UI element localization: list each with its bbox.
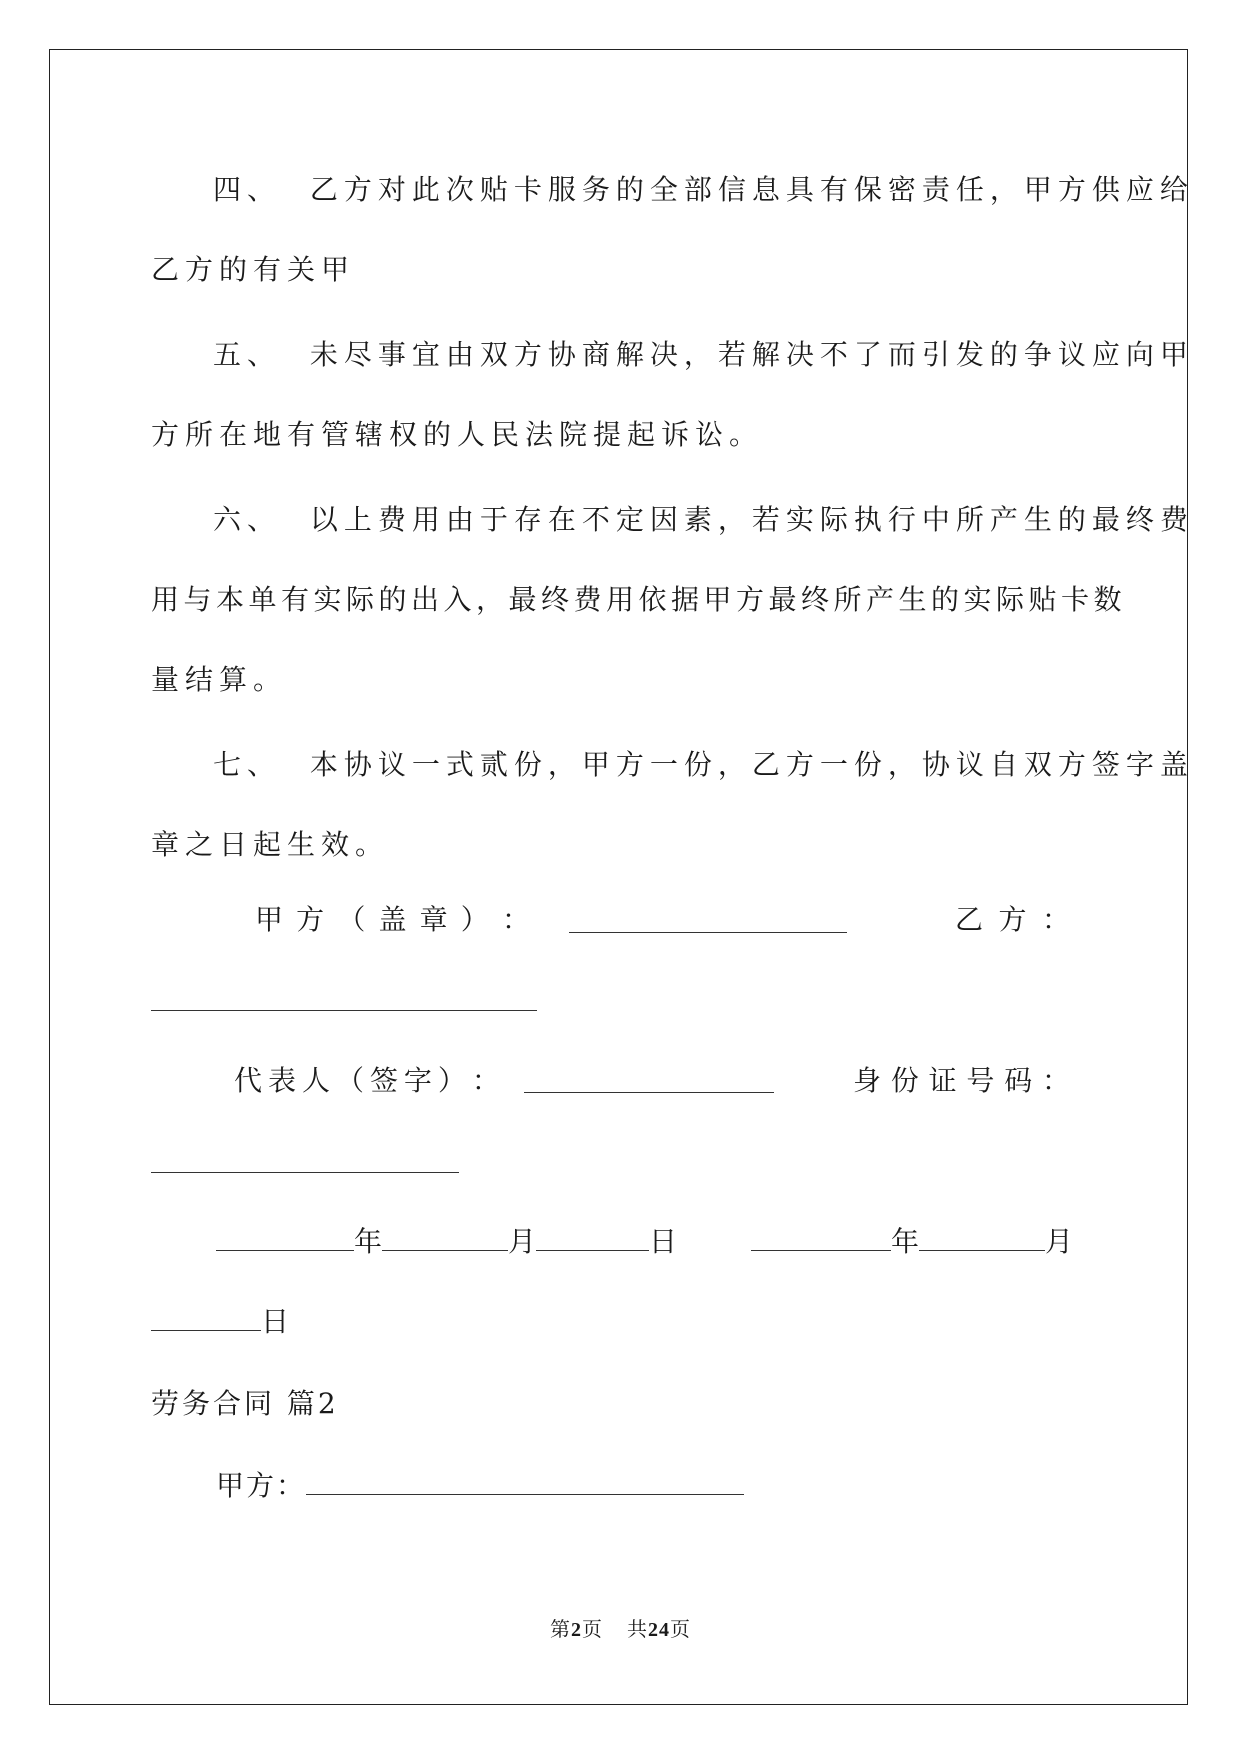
clause-4-line-1: [213, 173, 1194, 206]
footer-page-word: 页: [582, 1619, 603, 1641]
clause-7-text: 本协议一式贰份，甲方一份，乙方一份，协议自双方签字盖: [309, 748, 1194, 781]
date-a-year-label: 年: [354, 1225, 383, 1258]
section-2-party-a: [216, 1469, 744, 1502]
clause-7-number: 七、: [213, 748, 282, 781]
date-a-month-blank[interactable]: [382, 1228, 508, 1251]
clause-6-text: 以上费用由于存在不定因素，若实际执行中所产生的最终费: [309, 503, 1194, 536]
clause-6-line-2: 用与本单有实际的出入，最终费用依据甲方最终所产生的实际贴卡数: [151, 583, 1127, 616]
clause-7-line-2: 章之日起生效。: [151, 828, 390, 861]
representative-label: 代 表 人 （ 签 字 ） ：: [234, 1064, 500, 1097]
date-b-day-label: 日: [261, 1305, 290, 1338]
clause-5-text: 未尽事宜由双方协商解决，若解决不了而引发的争议应向甲: [309, 338, 1194, 371]
clause-6-number: 六、: [213, 503, 282, 536]
clause-4-number: 四、: [213, 173, 282, 206]
party-a-seal-blank[interactable]: [569, 908, 847, 933]
representative-blank[interactable]: [524, 1068, 774, 1093]
clause-5-line-2: 方所在地有管辖权的人民法院提起诉讼。: [151, 418, 764, 451]
clause-7-line-1: [213, 748, 1194, 781]
clause-4-line-2: 乙方的有关甲: [151, 253, 356, 286]
date-line-3: [151, 1305, 290, 1338]
clause-5-number: 五、: [213, 338, 282, 371]
id-number-blank[interactable]: [151, 1150, 459, 1173]
page-footer: [0, 1613, 1241, 1642]
date-b-day-blank[interactable]: [151, 1308, 261, 1331]
party-b-label: 乙 方 ：: [955, 903, 1070, 936]
footer-total-suffix: 页: [670, 1619, 691, 1641]
party-b-blank[interactable]: [151, 988, 537, 1011]
footer-current-page: 2: [571, 1619, 582, 1641]
date-a-day-blank[interactable]: [536, 1228, 649, 1251]
date-a-year-blank[interactable]: [216, 1228, 354, 1251]
date-a-month-label: 月: [508, 1225, 537, 1258]
date-b-month-label: 月: [1045, 1225, 1074, 1258]
id-number-label: 身 份 证 号 码 ：: [853, 1064, 1070, 1097]
date-b-year-label: 年: [891, 1225, 920, 1258]
footer-total-pages: 24: [648, 1619, 670, 1641]
section-2-title: 劳务合同 篇2: [151, 1387, 339, 1420]
clause-5-line-1: [213, 338, 1194, 371]
page-border: [49, 49, 1188, 1705]
section-2-party-a-blank[interactable]: [306, 1472, 744, 1495]
date-b-year-blank[interactable]: [751, 1228, 891, 1251]
date-line-1: [216, 1225, 678, 1258]
footer-total-prefix: 共: [627, 1619, 648, 1641]
section-2-party-a-label: 甲方：: [216, 1469, 307, 1502]
date-a-day-label: 日: [649, 1225, 678, 1258]
footer-prefix: 第: [550, 1619, 571, 1641]
clause-6-line-1: [213, 503, 1194, 536]
clause-6-line-3: 量结算。: [151, 663, 288, 696]
clause-4-text: 乙方对此次贴卡服务的全部信息具有保密责任，甲方供应给: [309, 173, 1194, 206]
party-a-seal-label: 甲 方 （ 盖 章 ） ：: [255, 903, 530, 936]
date-line-2: [751, 1225, 1074, 1258]
date-b-month-blank[interactable]: [919, 1228, 1045, 1251]
